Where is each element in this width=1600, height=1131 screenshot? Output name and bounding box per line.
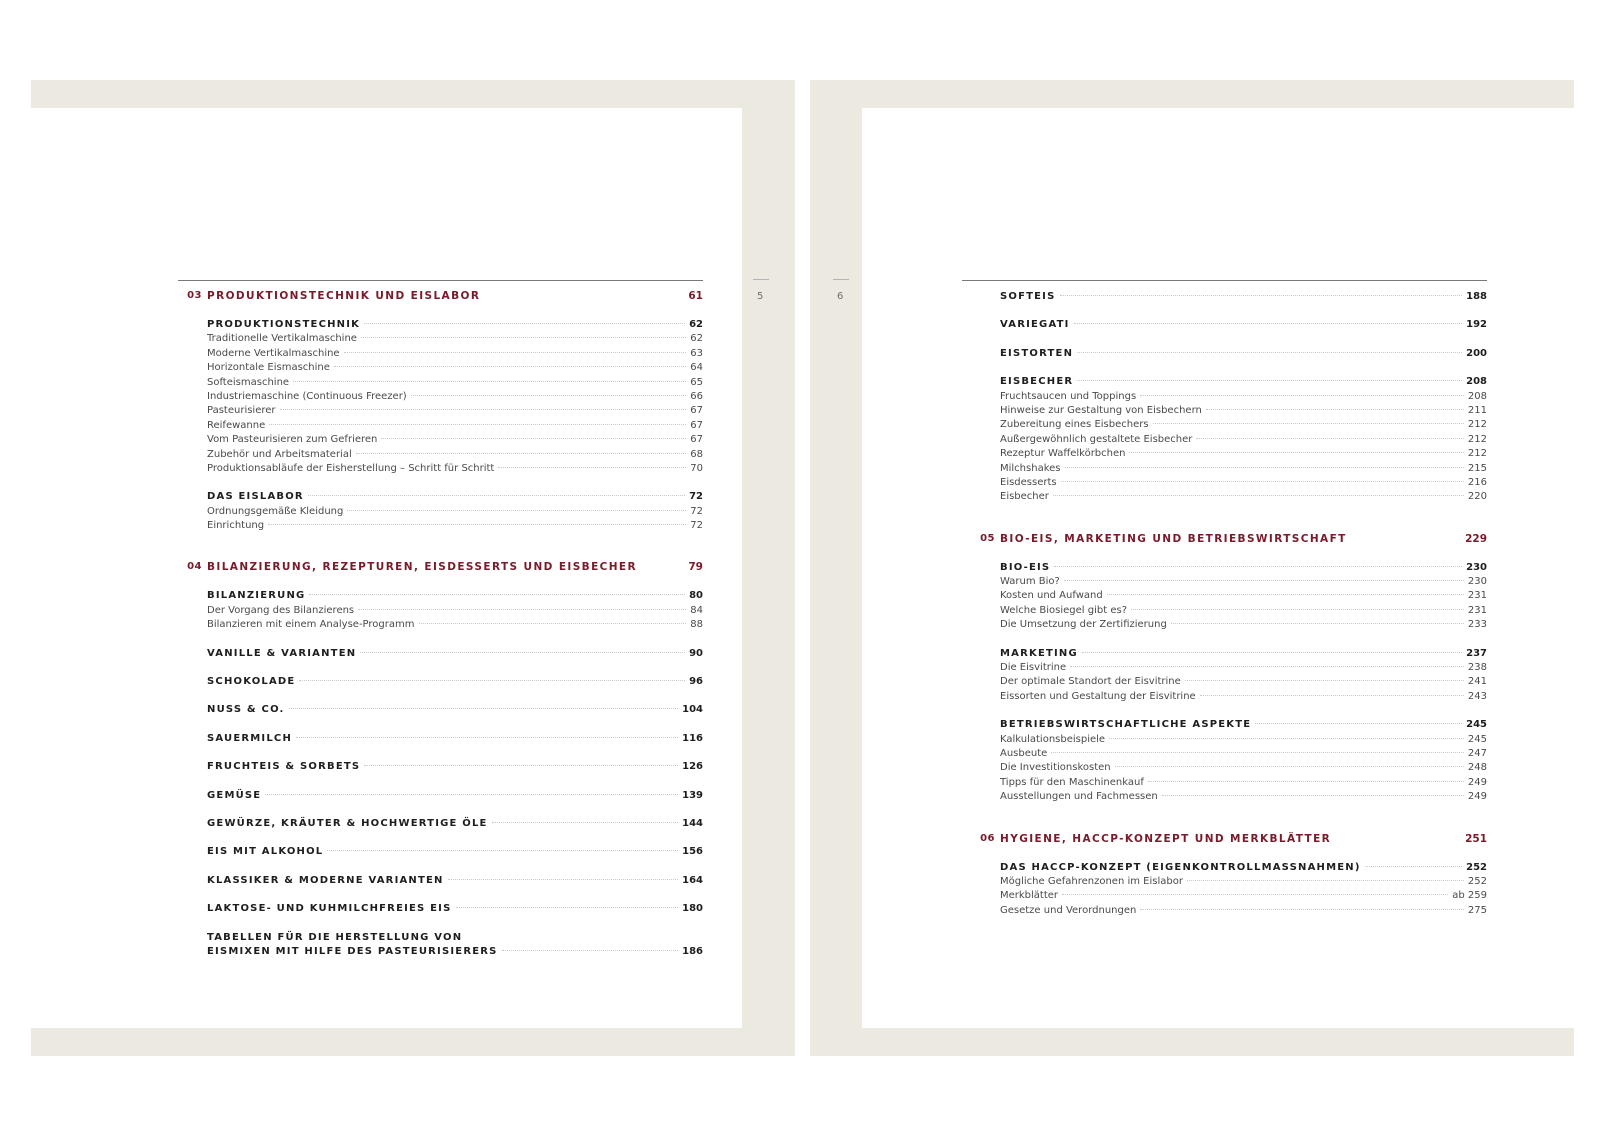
chapter-title: PRODUKTIONSTECHNIK UND EISLABOR xyxy=(207,290,481,302)
toc-entry[interactable]: Eisdesserts 216 xyxy=(1000,476,1487,488)
toc-section-heading[interactable]: VANILLE & VARIANTEN 90 xyxy=(207,647,703,659)
toc-entry[interactable]: Moderne Vertikalmaschine 63 xyxy=(207,347,703,359)
toc-section-heading[interactable]: BILANZIERUNG 80 xyxy=(207,590,703,602)
toc-section xyxy=(1000,718,1487,804)
toc-section xyxy=(207,732,703,746)
toc-section xyxy=(207,817,703,831)
toc-entry[interactable]: Mögliche Gefahrenzonen im Eislabor 252 xyxy=(1000,875,1487,887)
toc-section-heading[interactable]: DAS HACCP-KONZEPT (EIGENKONTROLLMASSNAHMEN) 252 xyxy=(1000,861,1487,873)
toc-entry[interactable]: Milchshakes 215 xyxy=(1000,462,1487,474)
toc-entry[interactable]: Außergewöhnlich gestaltete Eisbecher 212 xyxy=(1000,433,1487,445)
chapter-page: 229 xyxy=(1465,532,1487,545)
toc-section xyxy=(1000,375,1487,505)
chapter-heading[interactable] xyxy=(980,532,1487,547)
toc-section-heading[interactable]: MARKETING 237 xyxy=(1000,647,1487,659)
toc-entry[interactable]: Tipps für den Maschinenkauf 249 xyxy=(1000,776,1487,788)
toc-entry[interactable]: Gesetze und Verordnungen 275 xyxy=(1000,904,1487,916)
toc-section-heading[interactable]: EISMIXEN MIT HILFE DES PASTEURISIERERS 186 xyxy=(207,945,703,957)
toc-right xyxy=(980,290,1487,932)
toc-section xyxy=(1000,290,1487,304)
chapter-number: 05 xyxy=(980,532,995,544)
toc-entry[interactable]: Der optimale Standort der Eisvitrine 241 xyxy=(1000,676,1487,688)
left-pagenum-rule xyxy=(753,279,769,280)
toc-entry[interactable]: Bilanzieren mit einem Analyse-Programm 88 xyxy=(207,619,703,631)
toc-section xyxy=(207,318,703,476)
toc-entry[interactable]: Zubehör und Arbeitsmaterial 68 xyxy=(207,448,703,460)
left-top-rule xyxy=(178,280,703,281)
toc-section xyxy=(207,874,703,888)
toc-section xyxy=(207,490,703,533)
chapter-number: 04 xyxy=(187,561,202,573)
toc-entry[interactable]: Ausbeute 247 xyxy=(1000,747,1487,759)
toc-section xyxy=(207,589,703,632)
toc-section xyxy=(1000,561,1487,633)
toc-section xyxy=(1000,347,1487,361)
toc-section-heading[interactable]: LAKTOSE- UND KUHMILCHFREIES EIS 180 xyxy=(207,903,703,915)
toc-entry[interactable]: Industriemaschine (Continuous Freezer) 66 xyxy=(207,390,703,402)
right-page-number: 6 xyxy=(837,291,844,302)
toc-section-heading[interactable]: GEMÜSE 139 xyxy=(207,789,703,801)
toc-entry[interactable]: Zubereitung eines Eisbechers 212 xyxy=(1000,419,1487,431)
toc-entry[interactable]: Die Umsetzung der Zertifizierung 233 xyxy=(1000,619,1487,631)
toc-section-heading[interactable]: SOFTEIS 188 xyxy=(1000,291,1487,302)
toc-entry[interactable]: Merkblätter ab 259 xyxy=(1000,890,1487,902)
toc-section-heading[interactable]: KLASSIKER & MODERNE VARIANTEN 164 xyxy=(207,874,703,886)
toc-section-heading[interactable]: SAUERMILCH 116 xyxy=(207,732,703,744)
toc-entry[interactable]: Eissorten und Gestaltung der Eisvitrine 243 xyxy=(1000,690,1487,702)
chapter-page: 251 xyxy=(1465,832,1487,845)
toc-entry[interactable]: Der Vorgang des Bilanzierens 84 xyxy=(207,604,703,616)
toc-entry[interactable]: Eisbecher 220 xyxy=(1000,491,1487,503)
toc-section-heading[interactable]: BETRIEBSWIRTSCHAFTLICHE ASPEKTE 245 xyxy=(1000,719,1487,731)
toc-entry[interactable]: Einrichtung 72 xyxy=(207,520,703,532)
toc-entry[interactable]: Produktionsabläufe der Eisherstellung – Schritt für Schritt 70 xyxy=(207,462,703,474)
toc-left xyxy=(187,290,703,973)
toc-entry[interactable]: Welche Biosiegel gibt es? 231 xyxy=(1000,604,1487,616)
toc-entry[interactable]: Horizontale Eismaschine 64 xyxy=(207,362,703,374)
toc-section xyxy=(207,675,703,689)
toc-section-heading[interactable]: NUSS & CO. 104 xyxy=(207,704,703,716)
toc-section xyxy=(1000,861,1487,919)
toc-entry[interactable]: Die Investitionskosten 248 xyxy=(1000,762,1487,774)
toc-entry[interactable]: Traditionelle Vertikalmaschine 62 xyxy=(207,333,703,345)
chapter-title: BIO-EIS, MARKETING UND BETRIEBSWIRTSCHAFT xyxy=(1000,532,1347,545)
toc-section-heading[interactable]: PRODUKTIONSTECHNIK 62 xyxy=(207,319,703,330)
chapter-number: 06 xyxy=(980,832,995,844)
toc-section-heading[interactable]: SCHOKOLADE 96 xyxy=(207,676,703,688)
toc-entry[interactable]: Ausstellungen und Fachmessen 249 xyxy=(1000,791,1487,803)
toc-section xyxy=(207,703,703,717)
toc-section xyxy=(207,931,703,960)
right-pagenum-rule xyxy=(833,279,849,280)
toc-section xyxy=(1000,647,1487,705)
toc-entry[interactable]: Rezeptur Waffelkörbchen 212 xyxy=(1000,448,1487,460)
toc-entry[interactable]: Fruchtsaucen und Toppings 208 xyxy=(1000,390,1487,402)
chapter-title: HYGIENE, HACCP-KONZEPT UND MERKBLÄTTER xyxy=(1000,832,1332,845)
right-top-rule xyxy=(962,280,1487,281)
toc-entry[interactable]: Kosten und Aufwand 231 xyxy=(1000,590,1487,602)
chapter-number: 03 xyxy=(187,290,202,301)
toc-section-heading[interactable]: DAS EISLABOR 72 xyxy=(207,491,703,503)
left-page-number: 5 xyxy=(757,291,764,302)
toc-entry[interactable]: Reifewanne 67 xyxy=(207,419,703,431)
toc-entry[interactable]: Die Eisvitrine 238 xyxy=(1000,662,1487,674)
chapter-title: BILANZIERUNG, REZEPTUREN, EISDESSERTS UND EISBECHER xyxy=(207,561,637,574)
chapter-heading[interactable] xyxy=(980,832,1487,847)
toc-section-heading[interactable]: EIS MIT ALKOHOL 156 xyxy=(207,846,703,858)
toc-section-heading[interactable]: EISTORTEN 200 xyxy=(1000,347,1487,359)
chapter-page: 61 xyxy=(688,290,703,302)
toc-entry[interactable]: Kalkulationsbeispiele 245 xyxy=(1000,733,1487,745)
chapter-page: 79 xyxy=(688,561,703,574)
toc-section-heading[interactable]: EISBECHER 208 xyxy=(1000,376,1487,388)
toc-section xyxy=(1000,318,1487,332)
toc-section xyxy=(207,647,703,661)
chapter-heading[interactable] xyxy=(187,290,703,304)
toc-entry[interactable]: Pasteurisierer 67 xyxy=(207,405,703,417)
toc-entry[interactable]: Softeismaschine 65 xyxy=(207,376,703,388)
toc-entry[interactable]: Hinweise zur Gestaltung von Eisbechern 211 xyxy=(1000,404,1487,416)
toc-section-heading[interactable]: FRUCHTEIS & SORBETS 126 xyxy=(207,761,703,773)
toc-entry[interactable]: Ordnungsgemäße Kleidung 72 xyxy=(207,505,703,517)
toc-section xyxy=(207,902,703,916)
toc-section-heading[interactable]: TABELLEN FÜR DIE HERSTELLUNG VON xyxy=(207,931,463,943)
toc-entry[interactable]: Warum Bio? 230 xyxy=(1000,576,1487,588)
toc-section-heading[interactable]: BIO-EIS 230 xyxy=(1000,561,1487,573)
toc-section-heading[interactable]: GEWÜRZE, KRÄUTER & HOCHWERTIGE ÖLE 144 xyxy=(207,817,703,829)
toc-section xyxy=(207,789,703,803)
toc-section xyxy=(207,760,703,774)
toc-entry[interactable]: Vom Pasteurisieren zum Gefrieren 67 xyxy=(207,434,703,446)
toc-section xyxy=(207,845,703,859)
chapter-heading[interactable] xyxy=(187,561,703,575)
toc-section-heading[interactable]: VARIEGATI 192 xyxy=(1000,319,1487,331)
